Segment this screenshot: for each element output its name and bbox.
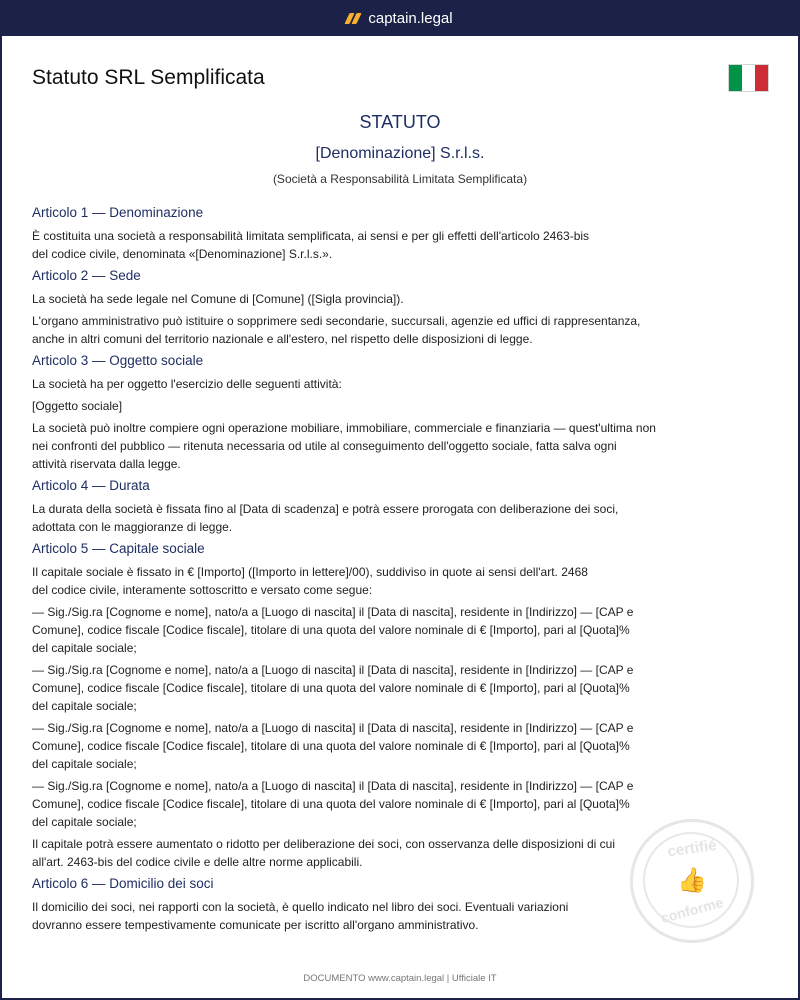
article-paragraph: Il domicilio dei soci, nei rapporti con la società, è quello indicato nel libro dei soci. Eventuali variazioni dovranno essere tempestivamente comunicate per iscritto all'organo amministrativo.: [32, 900, 569, 932]
article-title: Articolo 6 — Domicilio dei soci: [32, 876, 214, 891]
page-title: Statuto SRL Semplificata: [32, 66, 265, 89]
article-section: [32, 540, 752, 871]
article-paragraph: L'organo amministrativo può istituire o sopprimere sedi secondarie, succursali, agenzie ed uffici di rappresentanza, anche in altri comuni del territorio nazionale e all'estero, nel rispetto delle disposizioni di legge.: [32, 314, 641, 346]
brand-name[interactable]: captain.legal: [368, 9, 453, 27]
article-title: Articolo 4 — Durata: [32, 478, 150, 493]
articles-body: [32, 204, 752, 938]
article-paragraph: [Oggetto sociale]: [32, 399, 123, 413]
stamp-bottom-text: conforme: [659, 894, 725, 926]
article-section: [32, 204, 752, 263]
article-title: Articolo 1 — Denominazione: [32, 205, 204, 220]
stamp-top-text: certifié: [666, 836, 718, 861]
document-title: STATUTO: [359, 112, 441, 132]
document-sheet: [2, 36, 798, 998]
article-paragraph: È costituita una società a responsabilità limitata semplificata, ai sensi e per gli effetti dell'articolo 2463-bis del codice civile, denominata «[Denominazione] S.r.l.s.».: [32, 229, 590, 261]
article-title: Articolo 2 — Sede: [32, 268, 141, 283]
article-paragraph: La durata della società è fissata fino al [Data di scadenza] e potrà essere prorogata con deliberazione dei soci, adottata con le maggioranze di legge.: [32, 502, 619, 534]
article-paragraph: La società ha sede legale nel Comune di [Comune] ([Sigla provincia]).: [32, 292, 404, 306]
article-paragraph: La società ha per oggetto l'esercizio delle seguenti attività:: [32, 377, 342, 391]
captain-legal-logo-icon: [347, 13, 361, 24]
document-subtitle: (Società a Responsabilità Limitata Semplificata): [272, 172, 528, 186]
company-denomination: [Denominazione] S.r.l.s.: [315, 145, 485, 162]
article-title: Articolo 3 — Oggetto sociale: [32, 353, 204, 368]
article-section: [32, 267, 752, 348]
certifie-conforme-stamp: [630, 819, 754, 943]
article-section: [32, 477, 752, 536]
article-paragraph: La società può inoltre compiere ogni operazione mobiliare, immobiliare, commerciale e finanziaria — quest'ultima non nei confronti del pubblico — ritenuta necessaria od utile al conseguimento dell'oggetto sociale, fatta salva ogni attività riservata dalla legge.: [32, 421, 656, 471]
thumbs-up-icon: 👍: [677, 867, 707, 894]
article-paragraph: Il capitale sociale è fissato in € [Importo] ([Importo in lettere]/00), suddiviso in quote ai sensi dell'art. 2468 del codice civile, interamente sottoscritto e versato come segue:: [32, 565, 588, 597]
italy-flag-icon: [728, 64, 769, 92]
document-footer: DOCUMENTO www.captain.legal | Ufficiale IT: [303, 973, 497, 984]
article-paragraph: Il capitale potrà essere aumentato o ridotto per deliberazione dei soci, con osservanza delle disposizioni di cui all'art. 2463-bis del codice civile e delle altre norme applicabili.: [32, 837, 616, 869]
top-bar: [0, 0, 800, 36]
article-title: Articolo 5 — Capitale sociale: [32, 541, 205, 556]
article-paragraph: — Sig./Sig.ra [Cognome e nome], nato/a a [Luogo di nascita] il [Data di nascita], residente in [Indirizzo] — [CAP e Comune], codice fiscale [Codice fiscale], titolare di una quota del valore nominale di € [Importo], pari al [Quota]% del capitale sociale;: [32, 721, 634, 771]
article-paragraph: — Sig./Sig.ra [Cognome e nome], nato/a a [Luogo di nascita] il [Data di nascita], residente in [Indirizzo] — [CAP e Comune], codice fiscale [Codice fiscale], titolare di una quota del valore nominale di € [Importo], pari al [Quota]% del capitale sociale;: [32, 605, 634, 655]
article-paragraph: — Sig./Sig.ra [Cognome e nome], nato/a a [Luogo di nascita] il [Data di nascita], residente in [Indirizzo] — [CAP e Comune], codice fiscale [Codice fiscale], titolare di una quota del valore nominale di € [Importo], pari al [Quota]% del capitale sociale;: [32, 779, 634, 829]
article-section: [32, 352, 752, 473]
article-paragraph: — Sig./Sig.ra [Cognome e nome], nato/a a [Luogo di nascita] il [Data di nascita], residente in [Indirizzo] — [CAP e Comune], codice fiscale [Codice fiscale], titolare di una quota del valore nominale di € [Importo], pari al [Quota]% del capitale sociale;: [32, 663, 634, 713]
